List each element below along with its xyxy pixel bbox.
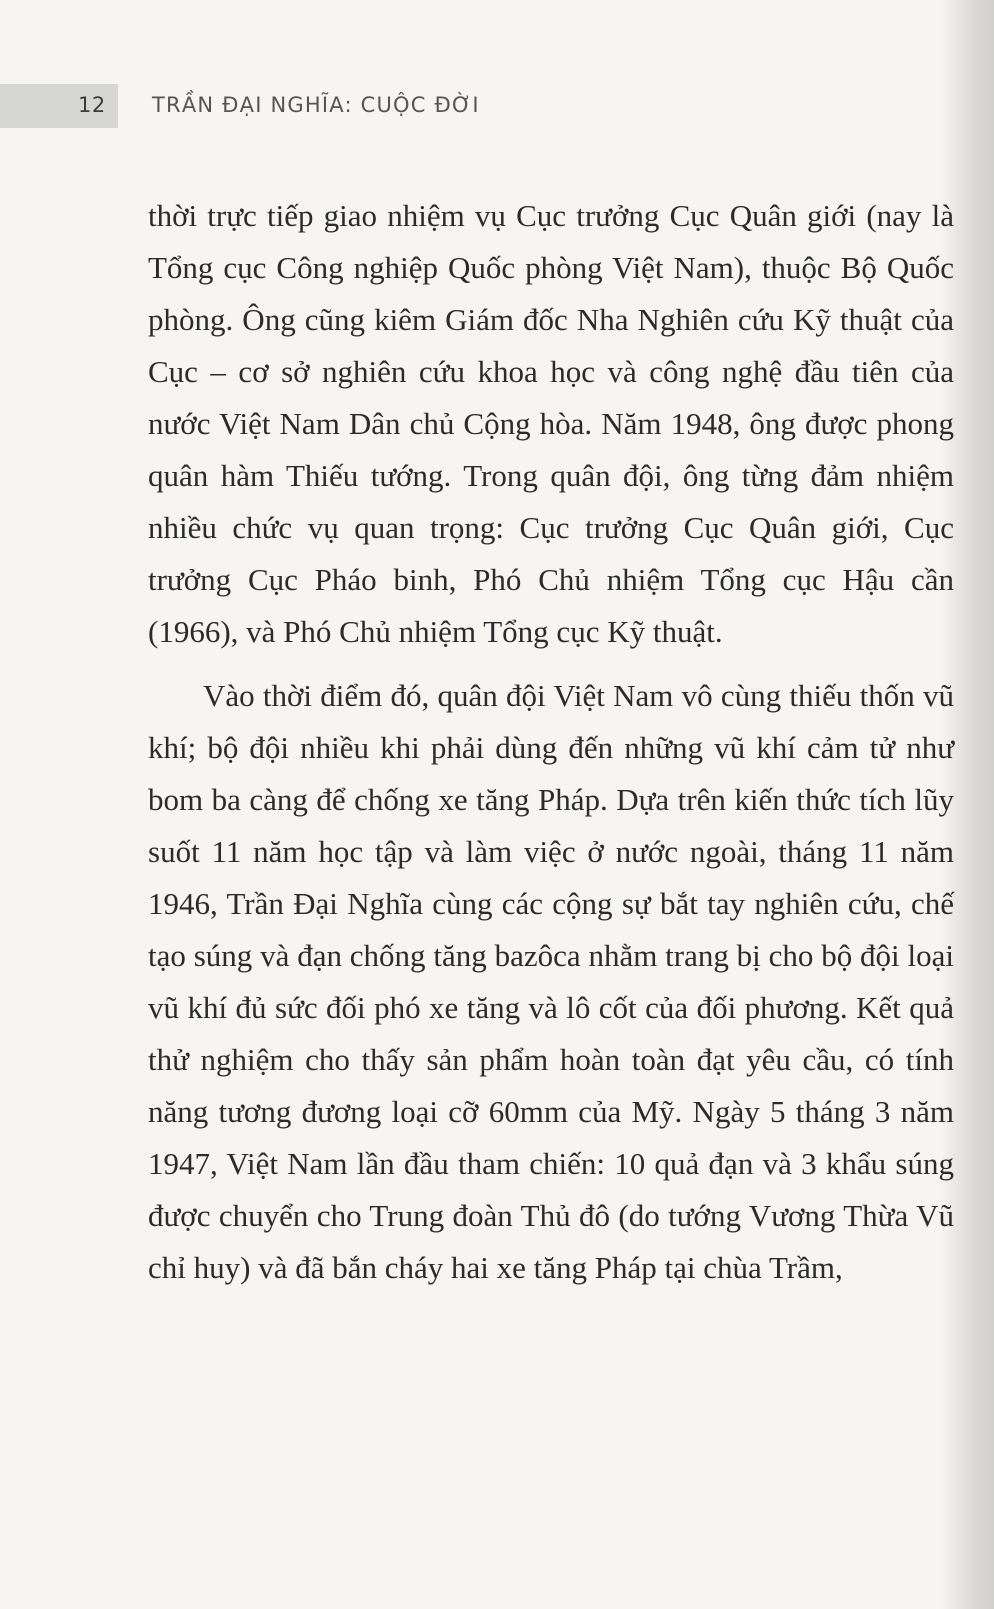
paragraph-2: Vào thời điểm đó, quân đội Việt Nam vô cùng thiếu thốn vũ khí; bộ đội nhiều khi phải dùng đến những vũ khí cảm tử như bom ba càng để chống xe tăng Pháp. Dựa trên kiến thức tích lũy suốt 11 năm học tập và làm việc ở nước ngoài, tháng 11 năm 1946, Trần Đại Nghĩa cùng các cộng sự bắt tay nghiên cứu, chế tạo súng và đạn chống tăng bazôca nhằm trang bị cho bộ đội loại vũ khí đủ sức đối phó xe tăng và lô cốt của đối phương. Kết quả thử nghiệm cho thấy sản phẩm hoàn toàn đạt yêu cầu, có tính năng tương đương loại cỡ 60mm của Mỹ. Ngày 5 tháng 3 năm 1947, Việt Nam lần đầu tham chiến: 10 quả đạn và 3 khẩu súng được chuyển cho Trung đoàn Thủ đô (do tướng Vương Thừa Vũ chỉ huy) và đã bắn cháy hai xe tăng Pháp tại chùa Trầm, [148,678,954,1285]
body-text [148,190,954,1294]
running-title: TRẦN ĐẠI NGHĨA: CUỘC ĐỜI [152,93,480,117]
paragraph-1: thời trực tiếp giao nhiệm vụ Cục trưởng Cục Quân giới (nay là Tổng cục Công nghiệp Quốc phòng Việt Nam), thuộc Bộ Quốc phòng. Ông cũng kiêm Giám đốc Nha Nghiên cứu Kỹ thuật của Cục – cơ sở nghiên cứu khoa học và công nghệ đầu tiên của nước Việt Nam Dân chủ Cộng hòa. Năm 1948, ông được phong quân hàm Thiếu tướng. Trong quân đội, ông từng đảm nhiệm nhiều chức vụ quan trọng: Cục trưởng Cục Quân giới, Cục trưởng Cục Pháo binh, Phó Chủ nhiệm Tổng cục Hậu cần (1966), và Phó Chủ nhiệm Tổng cục Kỹ thuật. [148,198,954,649]
page-number: 12 [78,93,106,117]
